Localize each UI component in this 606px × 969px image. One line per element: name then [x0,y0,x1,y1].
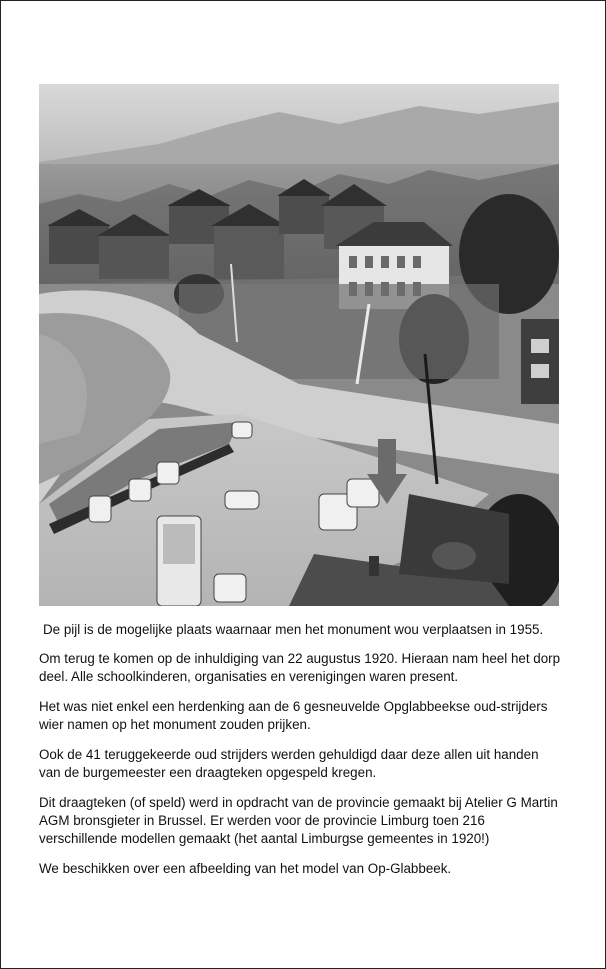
paragraph: Ook de 41 teruggekeerde oud strijders werden gehuldigd daar deze allen uit handen van de burgemeester een draagteken opgespeld kregen. [39,747,539,780]
paragraph: Dit draagteken (of speld) werd in opdracht van de provincie gemaakt bij Atelier G Martin AGM bronsgieter in Brussel. Er werden voor de provincie Limburg toen 216 verschillende modellen gemaakt (het aantal Limburgse gemeentes in 1920!) [39,795,558,846]
aerial-photo [39,84,559,606]
photo-caption: De pijl is de mogelijke plaats waarnaar men het monument wou verplaatsen in 1955. [43,622,544,637]
body-text [39,650,563,890]
paragraph: Om terug te komen op de inhuldiging van 22 augustus 1920. Hieraan nam heel het dorp deel. Alle schoolkinderen, organisaties en verenigingen waren present. [39,651,561,684]
paragraph: We beschikken over een afbeelding van het model van Op-Glabbeek. [39,861,452,876]
aerial-photo-drawing [39,84,559,606]
paragraph: Het was niet enkel een herdenking aan de 6 gesneuvelde Opglabbeekse oud-strijders wier namen op het monument zouden prijken. [39,699,548,732]
